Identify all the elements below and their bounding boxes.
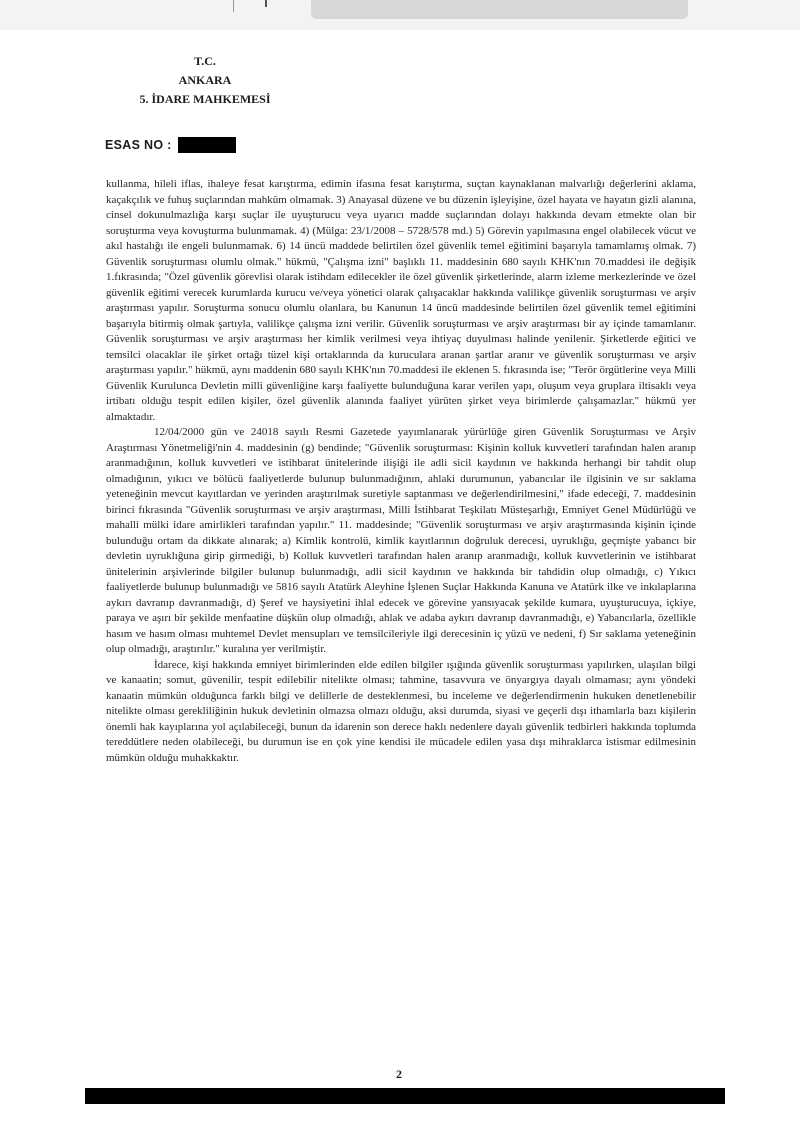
redacted-box [178,137,236,153]
court-heading [105,52,305,109]
page-number: 2 [396,1067,402,1081]
footer-bar [85,1088,725,1104]
document-page [0,30,800,1133]
paragraph-3: İdarece, kişi hakkında emniyet birimlerinden elde edilen bilgiler ışığında güvenlik soruşturması yapılırken, ulaşılan bilgi ve kanaatin; somut, güvenilir, tespit edilebilir nitelikte olması; tahmine, tasavvura ve önyargıya dayalı olmaması; aynı yöndeki kanaatin mümkün olduğunca farklı bilgi ve delillerle de desteklenmesi, bu inceleme ve değerlendirmenin hukuken denetlenebilir nitelikte olması gerekliliğinin hukuk devletinin olmazsa olmazı olduğu, aksi durumda, siyasi ve geçerli dışı ithamlarla bazı kişilerin önemli hak kayıplarına yol açılabileceği, bunun da idarenin son derece haklı nedenlere dayalı güvenlik tedbirleri hakkında toplumda tereddütlere neden olabileceği, bu durumun ise en çok yine kendisi ile mücadele edilen yasa dışı mihraklarca istismar edilmesinin mümkün olduğu muhakkaktır. [106,658,696,764]
paragraph-2: 12/04/2000 gün ve 24018 sayılı Resmi Gazetede yayımlanarak yürürlüğe giren Güvenlik Soruşturması ve Arşiv Araştırması Yönetmeliği'nin 4. maddesinin (g) bendinde; "Güvenlik soruşturması: Kişinin kolluk kuvvetleri tarafından halen aranıp aranmadığının, kolluk kuvvetleri ve istihbarat ünitelerinde ilişiği ile adli sicil kaydının ve hakkında herhangi bir tahdit olup olmadığının, yıkıcı ve bölücü faaliyetlerde bulunup bulunmadığının, ahlaki durumunun, yabancılar ile ilgisinin ve sır saklama yeteneğinin mevcut kayıtlardan ve yerinden araştırılmak suretiyle saptanması ve değerlendirilmesini," ifade edeceği, 7. maddesinin birinci fıkrasında "Güvenlik soruşturması ve arşiv araştırması, Milli İstihbarat Teşkilatı Müsteşarlığı, Emniyet Genel Müdürlüğü ve mahalli mülki idare amirlikleri tarafından yapılır." 11. maddesinde; "Güvenlik soruşturması ve arşiv araştırmasında kişinin içinde bulunduğu ortam da dikkate alınarak; a) Kimlik kontrolü, kimlik kayıtlarının doğruluk derecesi, uyruklığu, geçmişte yabancı bir devletin uyruklığuna girip girmediği, b) Kolluk kuvvetleri tarafından halen aranıp aranmadığı, kolluk kuvvetlerinin ve istihbarat ünitelerinin arşivlerinde bilgiler bulunup bulunmadığı, adli sicil kaydının ve hakkında bir tahdidin olup olmadığı, c) Yıkıcı faaliyetlerde bulunup bulunmadığı ve 5816 sayılı Atatürk Aleyhine İşlenen Suçlar Hakkında Kanuna ve Atatürk ilke ve inkılaplarına aykırı davranıp davranmadığı, d) Şeref ve haysiyetini ihlal edecek ve görevine yansıyacak şekilde kumara, uyuşturucuya, içkiye, paraya ve aşırı bir şekilde menfaatine düşkün olup olmadığı, ahlak ve adaba aykırı davranıp davranmadığı, e) Yabancılarla, özellikle hasım ve hasım olması muhtemel Devlet mensupları ve temsilcileriyle ilgi derecesinin iç yüzü ve nedeni, f) Sır saklama yeteneğinin olup olmadığı, araştırılır." kuralına yer verilmiştir. [106,426,696,655]
heading-line-city: ANKARA [178,73,232,87]
heading-line-tc: T.C. [194,54,216,68]
viewer-toolbar [0,0,800,30]
toolbar-divider [233,0,234,12]
case-number [105,137,236,153]
address-bar[interactable] [311,0,688,19]
case-number-label: ESAS NO : [105,138,172,152]
heading-line-court: 5. İDARE MAHKEMESİ [139,92,271,106]
paragraph-1: kullanma, hileli iflas, ihaleye fesat karıştırma, edimin ifasına fesat karıştırma, suçtan kaynaklanan malvarlığı değerlerini aklama, kaçakçılık ve fuhuş suçlarından mahkûm olmamak. 3) Anayasal düzene ve bu düzenin işleyişine, özel hayata ve hayatın gizli alanına, cinsel dokunulmazlığa karşı suçlar ile uyuşturucu veya uyarıcı madde suçlarından dolayı hakkında devam etmekte olan bir soruşturma veya kovuşturma bulunmamak. 4) (Mülga: 23/1/2008 – 5728/578 md.) 5) Görevin yapılmasına engel olabilecek vücut ve akıl hastalığı ile engeli bulunmamak. 6) 14 üncü maddede belirtilen özel güvenlik temel eğitimini başarıyla tamamlamış olmak. 7) Güvenlik soruşturması olumlu olmak." hükmü, "Çalışma izni" başlıklı 11. maddesinin 680 sayılı KHK'nın 70.maddesi ile değişik 1.fıkrasında; "Özel güvenlik görevlisi olarak istihdam edilecekler ile özel güvenlik şirketlerinde, alarm izleme merkezlerinde ve özel güvenlik eğitimi verecek kurumlarda kurucu ve/veya yönetici olarak çalışacaklar hakkında valilikçe güvenlik soruşturması ve arşiv araştırması yapılır. Soruşturma sonucu olumlu olanlara, bu Kanunun 14 üncü maddesinde belirtilen özel güvenlik temel eğitimini başarıyla bitirmiş olmak şartıyla, valilikçe çalışma izni verilir. Güvenlik soruşturması ve arşiv araştırması bir ay içinde tamamlanır. Güvenlik soruşturması ve arşiv araştırması her kimlik verilmesi veya ihtiyaç duyulması halinde yenilenir. Şirketlerde eğitici ve temsilci olacaklar ile şirket ortağı tüzel kişi ortaklarında da kuruculara aranan şartlar aranır ve güvenlik soruşturması ve arşiv araştırması yapılır." hükmü, aynı maddenin 680 sayılı KHK'nın 70.maddesi ile eklenen 5. fıkrasında ise; "Terör örgütlerine veya Milli Güvenlik Kurulunca Devletin milli güvenliğine karşı faaliyette bulunduğuna karar verilen yapı, oluşum veya gruplara iltisaklı veya irtibatı olduğu tespit edilen kişiler, özel güvenlik alanında faaliyet yürüten şirket veya birimlerde çalışamazlar." hükmü yer almaktadır. [106,178,696,423]
document-body [106,177,696,766]
toolbar-handle[interactable] [265,0,267,7]
